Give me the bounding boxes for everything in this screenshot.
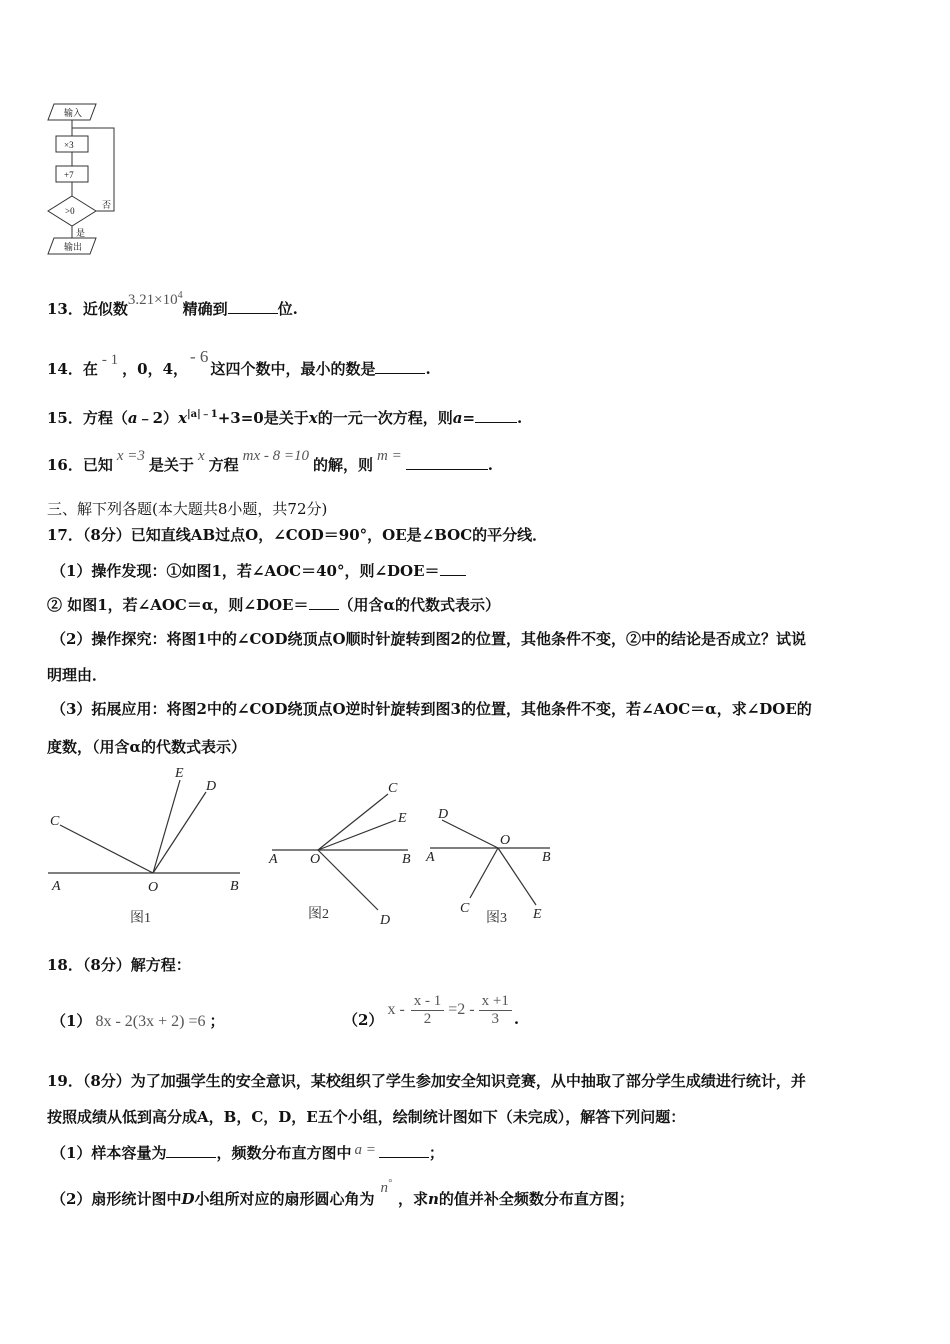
fig2-label-o: O: [310, 852, 321, 867]
q17-part4-line2: 度数，（用含α的代数式表示）: [47, 738, 247, 756]
q16-answer-blank[interactable]: [406, 455, 488, 470]
fig3-label-c: C: [460, 901, 470, 916]
q15-text-a: 方程（: [82, 409, 128, 427]
fig1-caption: 图1: [130, 911, 151, 926]
q17-part1-blank[interactable]: [440, 561, 466, 576]
q19-part1-math: a =: [354, 1142, 376, 1158]
q14-n2: - 6: [190, 347, 209, 366]
q17-part3-line2: 明理由．: [47, 666, 108, 684]
q13-text-a: 近似数: [82, 300, 128, 318]
q17-part4-line1: （3）拓展应用：将图2中的∠COD绕顶点O逆时针旋转到图3的位置，其他条件不变，若∠AOC＝α，求∠DOE的: [51, 700, 812, 718]
fig3-label-d: D: [438, 807, 449, 822]
section-3-heading: 三、解下列各题(本大题共8小题，共72分): [47, 500, 328, 518]
fig3-ray-oe: [498, 848, 536, 905]
q19-part2-n-deg: n°: [380, 1178, 392, 1196]
fig2-label-e: E: [398, 811, 407, 826]
fig3-ray-oc: [470, 848, 498, 898]
fig2-label-d: D: [380, 913, 391, 928]
q16-text-b: 是关于: [148, 456, 194, 474]
q15-text-d: 的一元一次方程，则: [317, 409, 453, 427]
q15-var-a: a: [127, 409, 138, 427]
fig2-ray-od: [318, 850, 378, 910]
q15-answer-blank[interactable]: [475, 408, 517, 423]
q14-number: 14．: [47, 360, 83, 378]
q18-stem: 18．（8分）解方程：: [47, 956, 191, 974]
fig1-ray-oe: [153, 780, 180, 873]
q18-part1-math: 8x - 2(3x + 2) =6: [95, 1013, 206, 1030]
q14-end: .: [425, 360, 431, 378]
q17-part2: ② 如图1，若∠AOC＝α，则∠DOE＝ （用含α的代数式表示）: [47, 596, 501, 614]
q15-text-b: ﹣2）: [137, 409, 179, 427]
q13-text-b: 精确到: [182, 300, 228, 318]
question-15: [47, 405, 522, 428]
q18-part1: （1） 8x - 2(3x + 2) =6 ；: [51, 1012, 225, 1030]
q13-number: 13．: [47, 300, 83, 318]
q19-stem-line2: 按照成绩从低到高分成A，B，C，D，E五个小组，绘制统计图如下（未完成），解答下列问题：: [47, 1108, 686, 1126]
fig1-label-o: O: [148, 880, 159, 895]
fig1-ray-oc: [60, 825, 153, 873]
fig2-label-b: B: [402, 852, 411, 867]
question-16: [47, 448, 493, 475]
q16-end: .: [487, 456, 493, 474]
q18-frac2-num: x +1: [479, 993, 512, 1011]
q19-stem-line1: 19．（8分）为了加强学生的安全意识，某校组织了学生参加安全知识竞赛，从中抽取了部分学生成绩进行统计，并: [47, 1072, 806, 1090]
q17-part1: （1）操作发现：①如图1，若∠AOC＝40°，则∠DOE＝: [51, 560, 466, 581]
question-14: [47, 347, 431, 379]
fig3-label-b: B: [542, 850, 551, 865]
fig1-label-d: D: [206, 779, 217, 794]
q16-text-c: 方程: [208, 456, 239, 474]
fig2-ray-oc: [318, 794, 388, 850]
fig2-ray-oe: [318, 820, 396, 850]
q18-frac1-num: x - 1: [411, 993, 445, 1011]
flowchart-condition-label: >0: [65, 206, 75, 216]
q18-frac2-den: 3: [491, 1010, 499, 1027]
q15-text-c: +3=0是关于: [217, 409, 309, 427]
q16-text-a: 已知: [82, 456, 113, 474]
q18-frac1-den: 2: [423, 1010, 432, 1027]
q13-text-c: 位.: [277, 300, 298, 318]
q16-number: 16．: [47, 456, 83, 474]
flowchart-no-label: 否: [102, 200, 112, 210]
q16-text-d: 的解，则: [312, 456, 373, 474]
q14-text-b: 这四个数中，最小的数是: [210, 360, 376, 378]
fig3-ray-od: [442, 820, 498, 848]
flowchart-output-label: 输出: [64, 242, 83, 252]
q14-mid: ，0，4，: [122, 360, 189, 378]
flowchart: [40, 100, 130, 260]
flowchart-step2-label: +7: [64, 170, 74, 180]
q19-part1-blank-1[interactable]: [166, 1143, 216, 1158]
q19-part1-blank-2[interactable]: [379, 1143, 429, 1158]
fig2-caption: 图2: [308, 907, 329, 922]
q14-text-a: 在: [82, 360, 98, 378]
q19-part1: （1）样本容量为 ，频数分布直方图中 a = ；: [51, 1142, 444, 1162]
q16-math-2: x: [197, 448, 205, 464]
q17-part2-blank[interactable]: [309, 595, 339, 610]
q16-math-3: mx - 8 =10: [242, 448, 309, 464]
q14-n1: - 1: [101, 352, 119, 368]
q16-math-1: x =3: [116, 448, 145, 464]
fig1-label-c: C: [50, 814, 60, 829]
fig2-label-c: C: [388, 781, 398, 796]
q14-answer-blank[interactable]: [375, 359, 425, 374]
fig1-label-a: A: [52, 879, 61, 894]
q18-part2: （2） x - $\frac{x - 1}{2}$ =2 - $\frac{x +1}{3}$ .: [343, 992, 520, 1029]
flowchart-yes-label: 是: [76, 228, 86, 238]
fig3-caption: 图3: [486, 911, 507, 926]
fig1-label-b: B: [230, 879, 239, 894]
q16-math-4: m =: [377, 448, 402, 464]
q17-stem: 17．（8分）已知直线AB过点O，∠COD＝90°，OE是∠BOC的平分线．: [47, 526, 548, 544]
fig3-label-e: E: [533, 907, 542, 922]
question-13: [47, 290, 298, 319]
q17-figures: [40, 760, 560, 930]
q13-math: $3.21\times 10^4$: [127, 290, 183, 308]
q15-var-x: x: [178, 409, 188, 427]
fig1-ray-od: [153, 792, 206, 873]
fig3-label-a: A: [426, 850, 435, 865]
q15-end: .: [517, 409, 523, 427]
q15-exponent: |a|﹣1: [187, 409, 218, 420]
q17-part3-line1: （2）操作探究：将图1中的∠COD绕顶点O顺时针旋转到图2的位置，其他条件不变，②中的结论是否成立？试说: [51, 630, 806, 648]
q15-text-e: =: [462, 409, 476, 427]
fig3-label-o: O: [500, 833, 511, 848]
flowchart-input-label: 输入: [64, 108, 83, 118]
q15-var-x2: x: [308, 409, 318, 427]
q15-number: 15．: [47, 409, 83, 427]
fig1-label-e: E: [175, 766, 184, 781]
flowchart-step1-label: ×3: [64, 140, 74, 150]
q19-part2: （2）扇形统计图中D小组所对应的扇形圆心角为n°，求n的值并补全频数分布直方图；: [51, 1178, 634, 1208]
q13-answer-blank[interactable]: [228, 299, 278, 314]
fig2-label-a: A: [269, 852, 278, 867]
q15-var-a2: a: [452, 409, 463, 427]
